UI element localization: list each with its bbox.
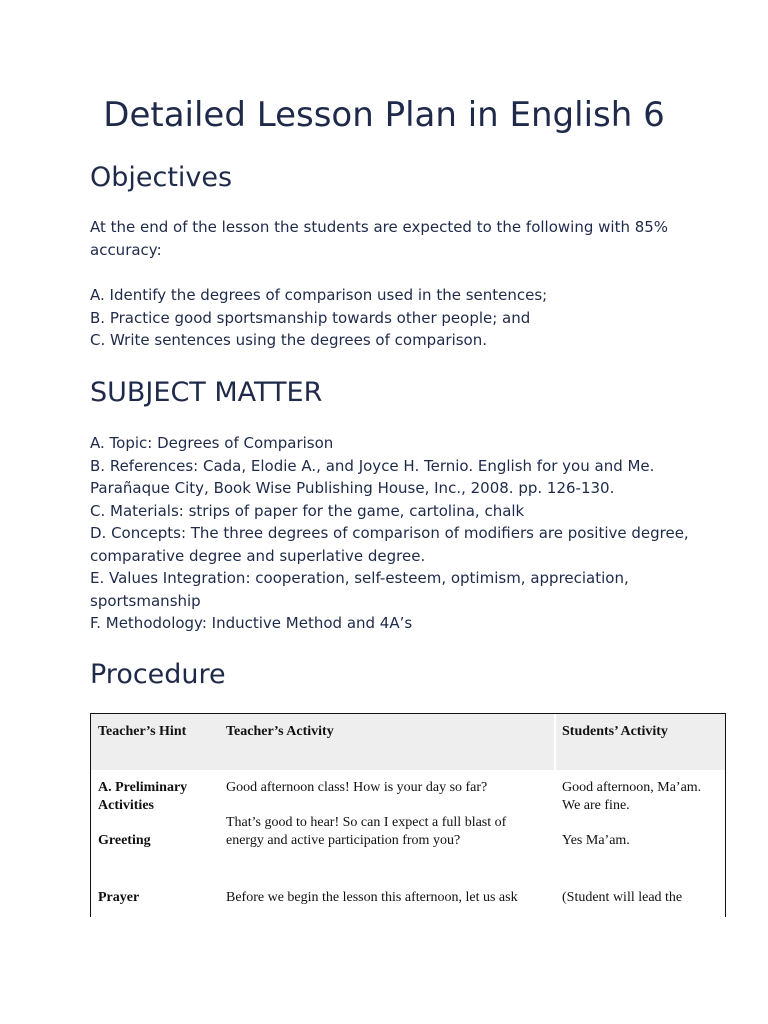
objective-item: B. Practice good sportsmanship towards other people; and bbox=[90, 308, 531, 327]
subject-matter-line: Parañaque City, Book Wise Publishing House, Inc., 2008. pp. 126-130. bbox=[90, 479, 615, 497]
objectives-intro-line: At the end of the lesson the students are expected to the following with 85% bbox=[90, 218, 669, 236]
subject-matter-list bbox=[90, 432, 700, 635]
subject-matter-heading: SUBJECT MATTER bbox=[90, 377, 323, 408]
teacher-line: energy and active participation from you? bbox=[226, 832, 461, 848]
subject-matter-line: A. Topic: Degrees of Comparison bbox=[90, 434, 334, 452]
student-line: We are fine. bbox=[562, 797, 630, 813]
header-students-activity: Students’ Activity bbox=[562, 724, 668, 739]
hint-prayer: Prayer bbox=[98, 890, 140, 905]
row-divider bbox=[91, 877, 725, 880]
student-greeting-response bbox=[562, 779, 701, 814]
objective-item: A. Identify the degrees of comparison used in the sentences; bbox=[90, 286, 548, 304]
subject-matter-line: sportsmanship bbox=[90, 591, 201, 610]
header-teachers-activity: Teacher’s Activity bbox=[226, 724, 334, 739]
subject-matter-line: E. Values Integration: cooperation, self-esteem, optimism, appreciation, bbox=[90, 569, 629, 587]
document-title: Detailed Lesson Plan in English 6 bbox=[103, 95, 665, 135]
hint-greeting: Greeting bbox=[98, 833, 151, 848]
student-prayer-text: (Student will lead the bbox=[562, 890, 683, 905]
teacher-participation-text bbox=[226, 814, 506, 849]
subject-matter-line: F. Methodology: Inductive Method and 4A’s bbox=[90, 614, 413, 632]
subject-matter-line: C. Materials: strips of paper for the game, cartolina, chalk bbox=[90, 501, 525, 520]
student-line: Good afternoon, Ma’am. bbox=[562, 780, 702, 795]
teacher-greeting-text: Good afternoon class! How is your day so far? bbox=[226, 780, 488, 795]
subject-matter-line: comparative degree and superlative degree. bbox=[90, 546, 426, 565]
objectives-list bbox=[90, 284, 700, 352]
procedure-table bbox=[90, 713, 726, 917]
hint-preliminary-activities bbox=[98, 779, 187, 814]
objectives-intro-line: accuracy: bbox=[90, 240, 162, 259]
hint-line: Activities bbox=[98, 797, 154, 813]
procedure-heading: Procedure bbox=[90, 659, 226, 690]
subject-matter-line: B. References: Cada, Elodie A., and Joyce H. Ternio. English for you and Me. bbox=[90, 456, 655, 475]
column-divider bbox=[554, 714, 556, 917]
header-teachers-hint: Teacher’s Hint bbox=[98, 724, 187, 739]
teacher-prayer-text: Before we begin the lesson this afternoon, let us ask bbox=[226, 890, 518, 905]
student-yes-response: Yes Ma’am. bbox=[562, 833, 630, 848]
objectives-intro bbox=[90, 216, 700, 261]
objective-item: C. Write sentences using the degrees of comparison. bbox=[90, 331, 488, 349]
teacher-line: That’s good to hear! So can I expect a full blast of bbox=[226, 815, 507, 830]
objectives-heading: Objectives bbox=[90, 162, 233, 193]
hint-line: A. Preliminary bbox=[98, 780, 188, 795]
subject-matter-line: D. Concepts: The three degrees of comparison of modifiers are positive degree, bbox=[90, 524, 689, 542]
